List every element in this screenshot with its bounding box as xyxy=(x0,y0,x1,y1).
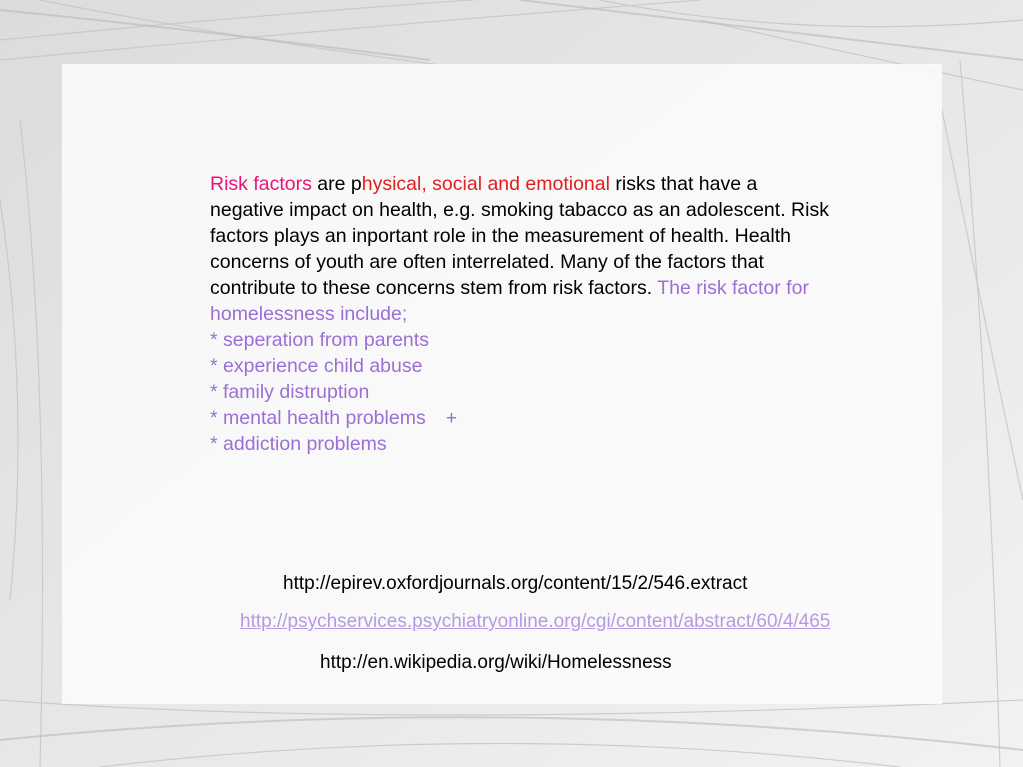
bullet-item: * seperation from parents xyxy=(210,329,429,351)
plus-mark: + xyxy=(445,407,458,429)
reference-wikipedia: http://en.wikipedia.org/wiki/Homelessness xyxy=(320,652,672,673)
body-text: risks that have a negative impact on health, e.g. smoking tabacco as an adolescent. Risk factors plays an inportant role in the measurement of health. Health concerns of youth are often interrelated. Many of the factors that contribute to these concerns stem from risk factors. xyxy=(210,173,829,299)
bullet-text: * mental health problems xyxy=(210,407,426,429)
bullet-item: * family distruption xyxy=(210,381,370,403)
risk-factors-paragraph xyxy=(210,171,830,457)
bullet-item: * experience child abuse xyxy=(210,355,423,377)
bullet-item: * addiction problems xyxy=(210,433,387,455)
risk-categories: hysical, social and emotional xyxy=(361,173,610,195)
reference-psychservices-link[interactable]: http://psychservices.psychiatryonline.org/cgi/content/abstract/60/4/465 xyxy=(240,611,831,632)
homelessness-intro: The risk factor for homelessness include; xyxy=(210,277,809,325)
reference-oxford-journals: http://epirev.oxfordjournals.org/content/15/2/546.extract xyxy=(283,573,748,594)
bullet-item-mental-health xyxy=(210,405,830,431)
are-word: are p xyxy=(311,173,362,195)
risk-factors-label: Risk factors xyxy=(210,173,312,195)
